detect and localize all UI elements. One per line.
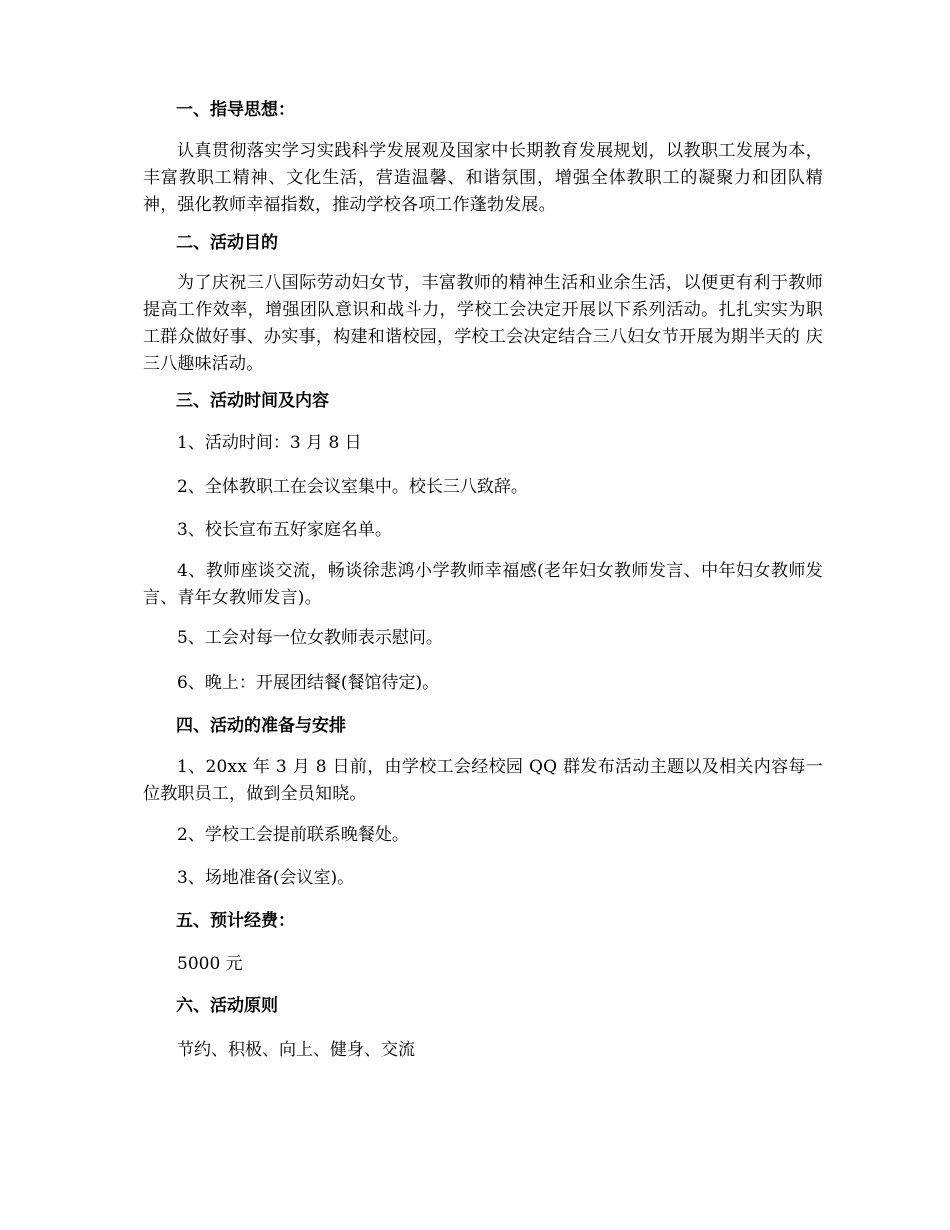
section-heading-5: 五、预计经费： — [176, 911, 295, 931]
list-item-condolence: 5、工会对每一位女教师表示慰问。 — [177, 628, 443, 648]
list-item-publish: 1、20xx 年 3 月 8 日前，由学校工会经校园 QQ 群发布活动主题以及相关内容每一位教职员工，做到全员知晓。 — [143, 757, 823, 804]
list-item-contact: 2、学校工会提前联系晚餐处。 — [177, 825, 409, 845]
section-heading-6: 六、活动原则 — [176, 996, 278, 1016]
paragraph-guiding-idea: 认真贯彻落实学习实践科学发展观及国家中长期教育发展规划，以教职工发展为本，丰富教职工精神、文化生活，营造温馨、和谐氛围，增强全体教职工的凝聚力和团队精神，强化教师幸福指数，推动学校各项工作蓬勃发展。 — [143, 141, 823, 215]
section-heading-2: 二、活动目的 — [176, 233, 278, 253]
section-heading-1: 一、指导思想： — [176, 100, 295, 120]
list-item-discussion: 4、教师座谈交流，畅谈徐悲鸿小学教师幸福感(老年妇女教师发言、中年妇女教师发言、青年女教师发言)。 — [143, 561, 823, 608]
paragraph-budget: 5000 元 — [177, 954, 243, 974]
paragraph-principles: 节约、积极、向上、健身、交流 — [177, 1040, 415, 1060]
paragraph-purpose: 为了庆祝三八国际劳动妇女节，丰富教师的精神生活和业余生活，以便更有利于教师提高工作效率，增强团队意识和战斗力，学校工会决定开展以下系列活动。扎扎实实为职工群众做好事、办实事，构建和谐校园，学校工会决定结合三八妇女节开展为期半天的 庆三八趣味活动。 — [143, 273, 823, 374]
list-item-announce: 3、校长宣布五好家庭名单。 — [177, 520, 392, 540]
list-item-venue: 3、场地准备(会议室)。 — [177, 868, 355, 888]
list-item-time: 1、活动时间：3 月 8 日 — [177, 433, 362, 453]
section-heading-4: 四、活动的准备与安排 — [176, 716, 346, 736]
section-heading-3: 三、活动时间及内容 — [176, 391, 329, 411]
list-item-gather: 2、全体教职工在会议室集中。校长三八致辞。 — [177, 477, 528, 497]
list-item-dinner: 6、晚上：开展团结餐(餐馆待定)。 — [177, 673, 440, 693]
